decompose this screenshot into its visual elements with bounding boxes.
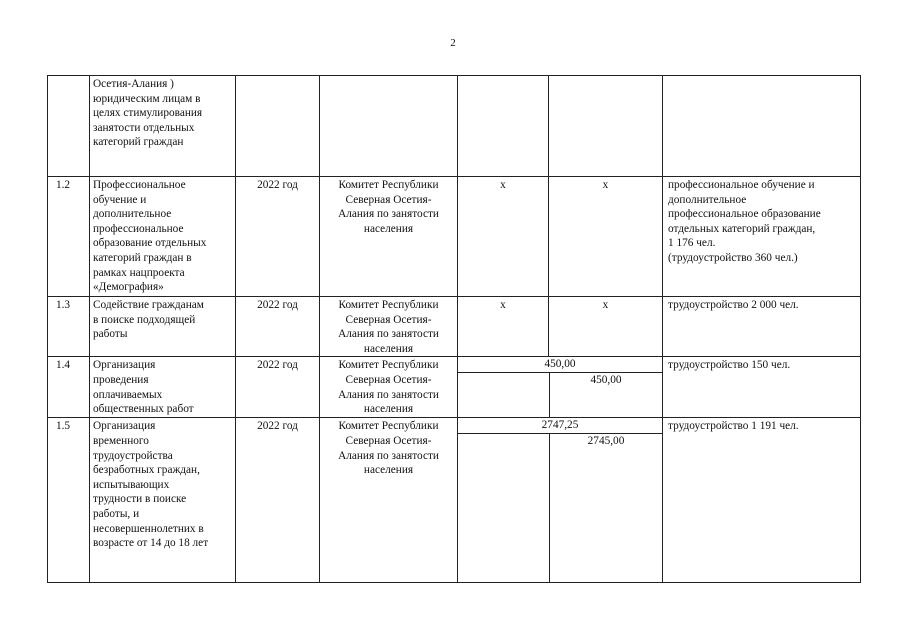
result: профессиональное обучение и дополнительное профессиональное образование отдельных категорий граждан, 1 176 чел. (трудоустройство 360 чел.) (663, 177, 861, 297)
measure-name: Организация временного трудоустройства безработных граждан, испытывающих трудности в поиске работы, и несовершеннолетних в возрасте от 14 до 18 лет (90, 418, 236, 583)
funding-a: х (458, 177, 549, 297)
page-number: 2 (450, 37, 456, 49)
measure-name: Организация проведения оплачиваемых общественных работ (90, 357, 236, 418)
result: трудоустройство 1 191 чел. (663, 418, 861, 583)
funding-total: 2747,25 (458, 418, 662, 434)
executor: Комитет Республики Северная Осетия- Алания по занятости населения (320, 177, 458, 297)
funding-a (458, 76, 549, 177)
funding-total: 450,00 (458, 357, 662, 373)
table-row (48, 76, 861, 177)
row-number (48, 76, 90, 177)
row-number: 1.4 (48, 357, 90, 418)
measures-table (47, 75, 861, 583)
term (236, 76, 320, 177)
funding-federal (458, 434, 550, 582)
result: трудоустройство 150 чел. (663, 357, 861, 418)
measure-name: Профессиональное обучение и дополнительное профессиональное образование отдельных категорий граждан в рамках нацпроекта «Демография» (90, 177, 236, 297)
funding-b: х (549, 177, 663, 297)
funding-a: х (458, 297, 549, 357)
funding-sub: 450,00 (590, 374, 622, 387)
funding-federal (458, 373, 550, 417)
funding-cell (458, 418, 663, 583)
term: 2022 год (236, 297, 320, 357)
funding-b (549, 76, 663, 177)
term: 2022 год (236, 357, 320, 418)
measure-name: Осетия-Алания ) юридическим лицам в целях стимулирования занятости отдельных категорий граждан (90, 76, 236, 177)
result (663, 76, 861, 177)
executor: Комитет Республики Северная Осетия- Алания по занятости населения (320, 357, 458, 418)
term: 2022 год (236, 177, 320, 297)
executor (320, 76, 458, 177)
table-row (48, 297, 861, 357)
funding-cell (458, 357, 663, 418)
table-row (48, 418, 861, 583)
row-number: 1.3 (48, 297, 90, 357)
measure-name: Содействие гражданам в поиске подходящей работы (90, 297, 236, 357)
funding-b: х (549, 297, 663, 357)
executor: Комитет Республики Северная Осетия- Алания по занятости населения (320, 418, 458, 583)
executor: Комитет Республики Северная Осетия- Алания по занятости населения (320, 297, 458, 357)
row-number: 1.5 (48, 418, 90, 583)
funding-sub: 2745,00 (587, 435, 625, 448)
row-number: 1.2 (48, 177, 90, 297)
result: трудоустройство 2 000 чел. (663, 297, 861, 357)
term: 2022 год (236, 418, 320, 583)
table-row (48, 357, 861, 418)
table-row (48, 177, 861, 297)
